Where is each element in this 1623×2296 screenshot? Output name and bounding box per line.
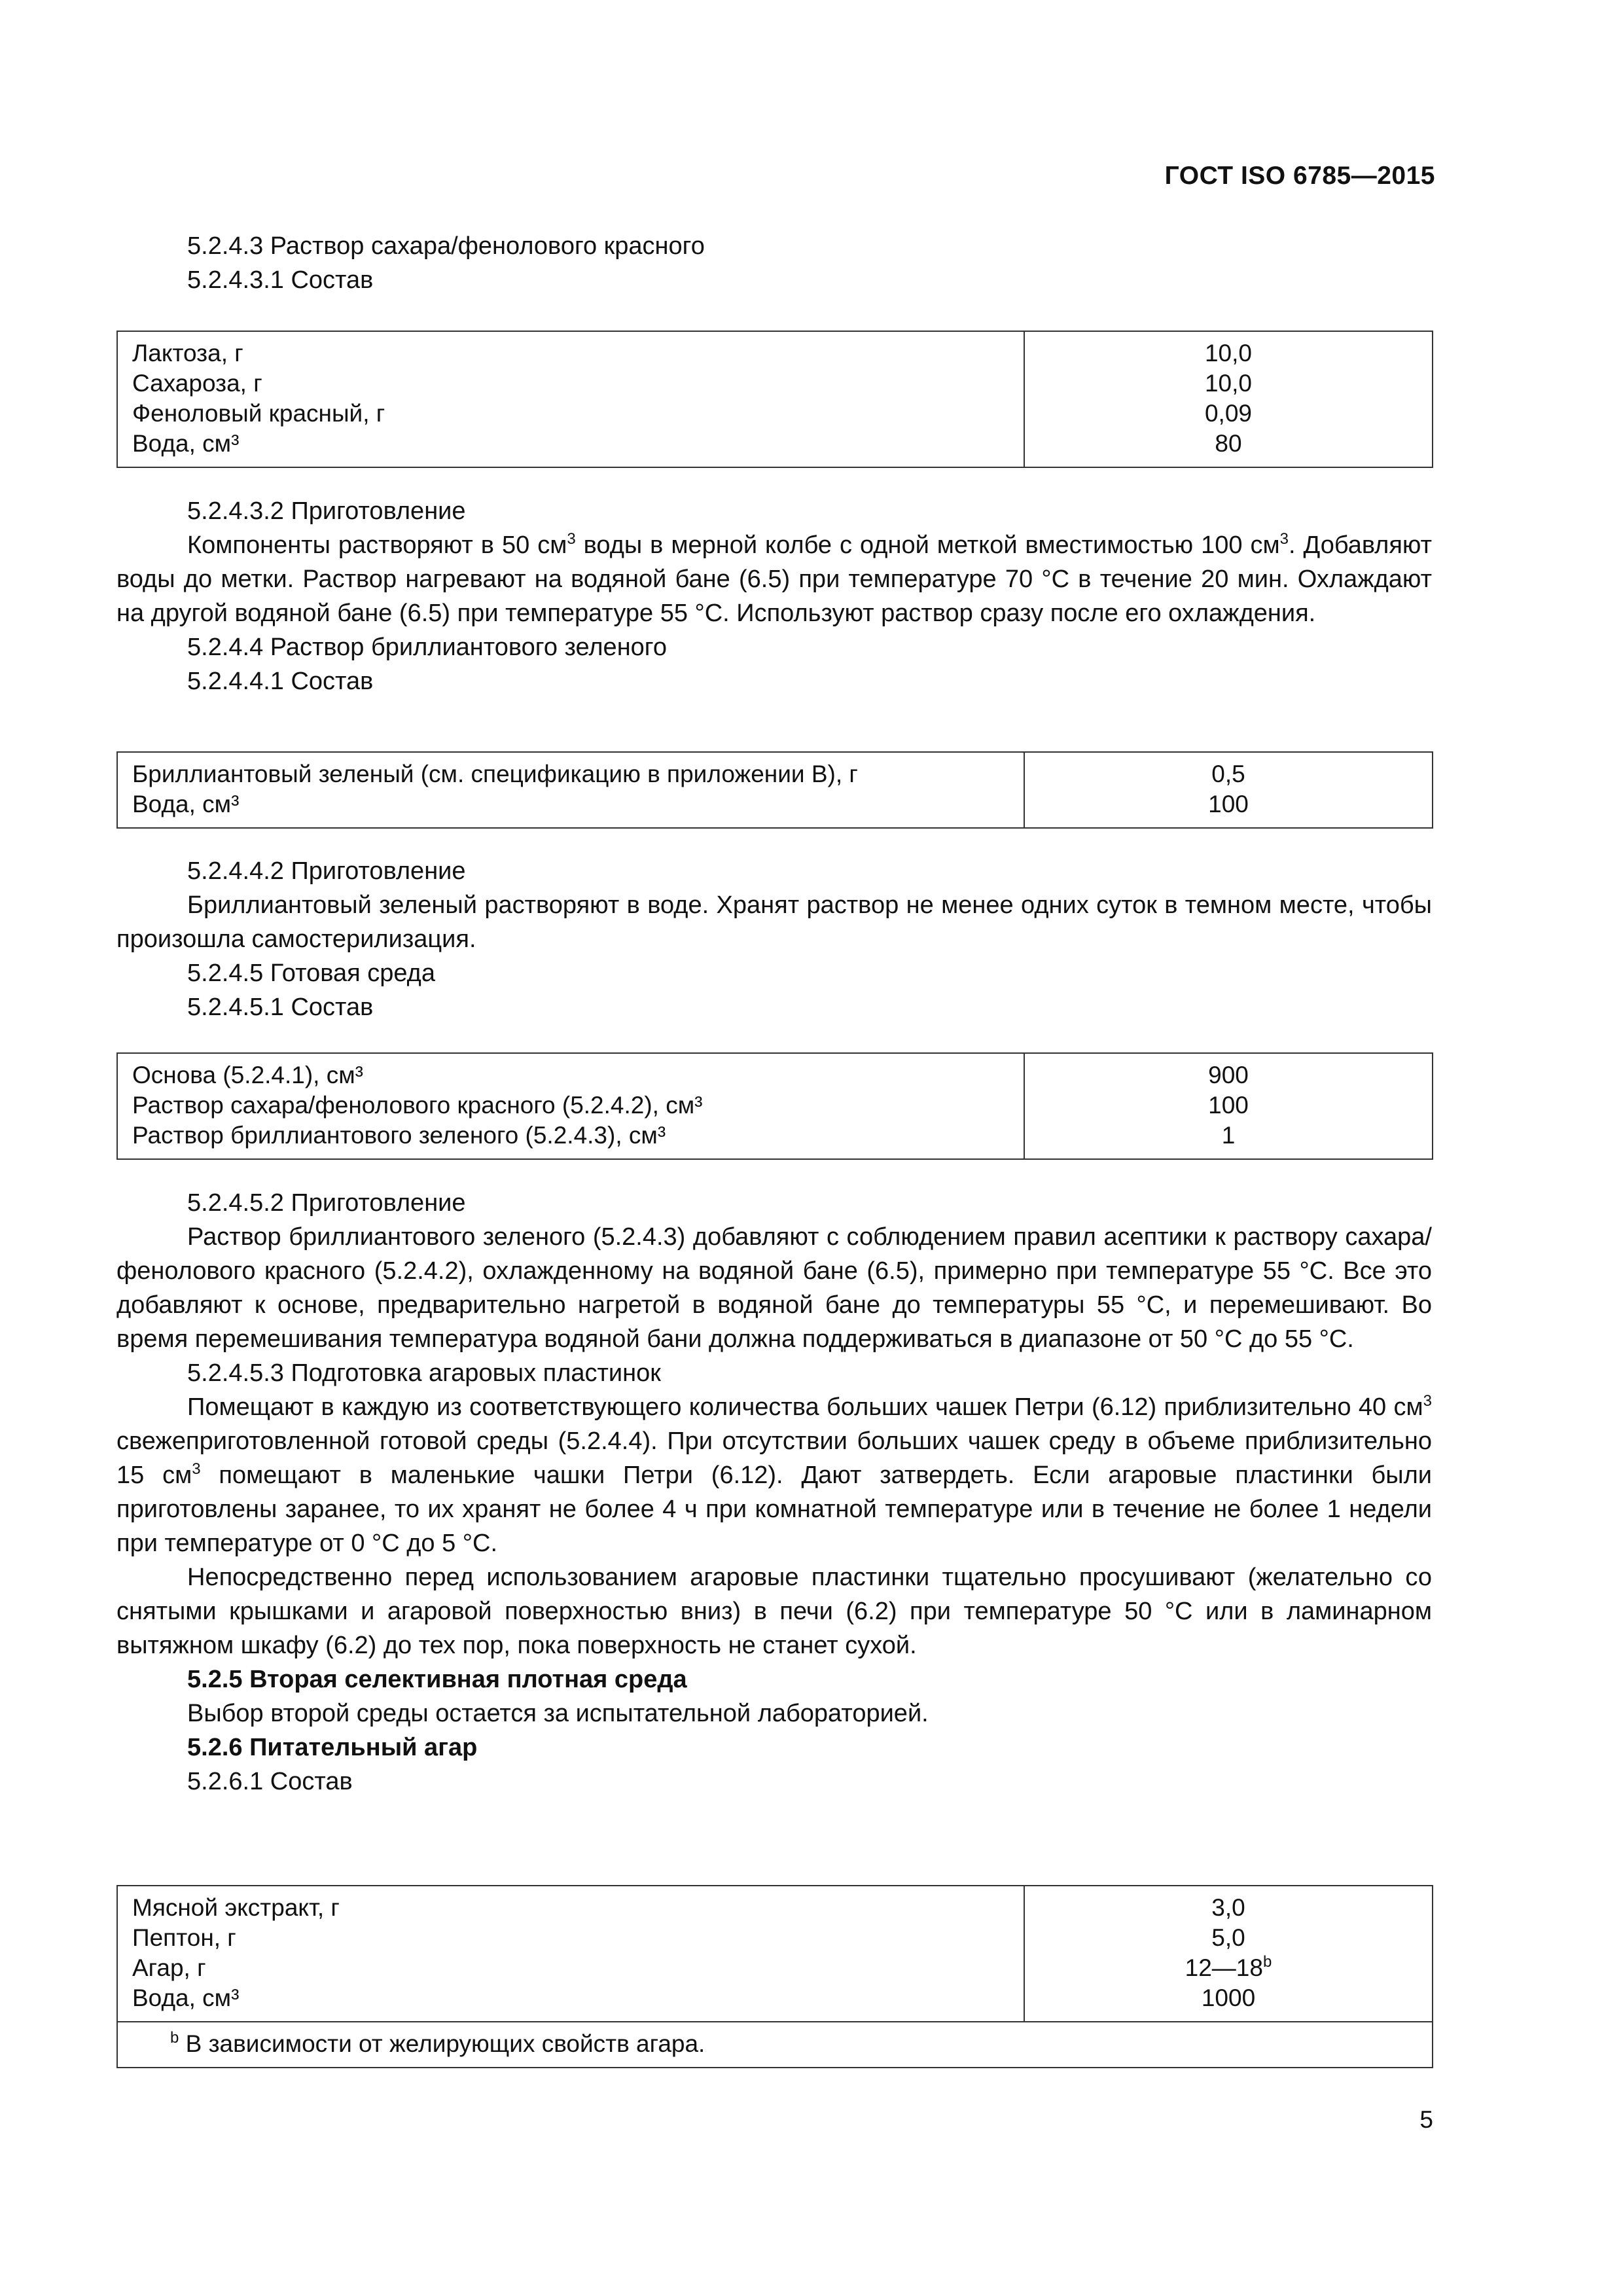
ingredient-name: Мясной экстракт, г xyxy=(132,1894,340,1921)
paragraph-preparation-1 xyxy=(116,528,1432,630)
ingredient-name: Вода, см³ xyxy=(132,791,240,817)
text-run: воды в мерной колбе с одной меткой вместимостью 100 см xyxy=(575,531,1280,559)
composition-table-sugar-phenol-red xyxy=(116,331,1433,468)
section-5-2-4-3 xyxy=(116,229,1432,297)
amount-text: 12—18 xyxy=(1185,1954,1263,1981)
text-run: помещают в маленькие чашки Петри (6.12). Дают затвердеть. Если агаровые пластинки были приготовлены заранее, то их хранят не более 4 ч при комнатной температуре или в течение не более 1 недели при температуре от 0 °С до 5 °С. xyxy=(116,1462,1432,1557)
footnote-text: В зависимости от желирующих свойств агара. xyxy=(179,2030,705,2057)
heading-5-2-4-3-1: 5.2.4.3.1 Состав xyxy=(187,266,374,294)
document-header: ГОСТ ISO 6785—2015 xyxy=(1164,162,1435,190)
ingredient-amount: 10,0 xyxy=(1204,340,1252,367)
text-run: . Добавляют воды до метки. Раствор нагревают на водяной бане (6.5) при температуре 70 °С в течение 20 мин. Охлаждают на другой водяной бане (6.5) при температуре 55 °С. Используют раствор сразу после его охлаждения. xyxy=(116,531,1433,627)
ingredient-cell xyxy=(117,331,1024,467)
amount-cell xyxy=(1024,752,1433,828)
paragraph-drying: Непосредственно перед использованием агаровые пластинки тщательно просушивают (желательно со снятыми крышками и агаровой поверхностью вниз) в печи (6.2) при температуре 50 °С или в ламинарном вытяжном шкафу (6.2) до тех пор, пока поверхность не станет сухой. xyxy=(116,1564,1432,1659)
paragraph-second-medium: Выбор второй среды остается за испытательной лабораторией. xyxy=(187,1700,929,1727)
ingredient-amount: 0,5 xyxy=(1211,761,1245,787)
footnote-mark: b xyxy=(170,2029,179,2047)
page-number: 5 xyxy=(1419,2106,1433,2133)
ingredient-name: Агар, г xyxy=(132,1954,206,1981)
ingredient-cell xyxy=(117,1886,1024,2022)
ingredient-amount: 3,0 xyxy=(1211,1894,1245,1921)
amount-cell xyxy=(1024,1886,1433,2022)
table-footnote xyxy=(117,2022,1433,2068)
ingredient-amount: 100 xyxy=(1208,1092,1249,1119)
ingredient-name: Сахароза, г xyxy=(132,370,262,397)
text-run: свежеприготовленной готовой среды (5.2.4.4). При отсутствии больших чашек среду в объеме приблизительно 15 см xyxy=(116,1427,1432,1489)
heading-5-2-4-5-2: 5.2.4.5.2 Приготовление xyxy=(187,1189,466,1217)
heading-5-2-4-3: 5.2.4.3 Раствор сахара/фенолового красного xyxy=(187,232,705,260)
ingredient-amount: 1 xyxy=(1221,1122,1236,1149)
ingredient-cell xyxy=(117,1053,1024,1159)
heading-5-2-4-3-2: 5.2.4.3.2 Приготовление xyxy=(187,497,466,525)
amount-cell xyxy=(1024,331,1433,467)
amount-cell xyxy=(1024,1053,1433,1159)
ingredient-name: Основа (5.2.4.1), см³ xyxy=(132,1062,363,1088)
ingredient-cell xyxy=(117,752,1024,828)
section-5-2-4-3-2 xyxy=(116,494,1432,698)
ingredient-amount: 5,0 xyxy=(1211,1924,1245,1951)
ingredient-amount: 1000 xyxy=(1201,1984,1256,2011)
heading-5-2-4-5-3: 5.2.4.5.3 Подготовка агаровых пластинок xyxy=(187,1359,661,1387)
ingredient-name: Пептон, г xyxy=(132,1924,236,1951)
heading-5-2-4-4-2: 5.2.4.4.2 Приготовление xyxy=(187,857,466,885)
heading-5-2-5: 5.2.5 Вторая селективная плотная среда xyxy=(187,1666,687,1693)
composition-table-nutrient-agar xyxy=(116,1885,1433,2068)
section-5-2-4-4-2 xyxy=(116,854,1432,1024)
table-footnote-row xyxy=(117,2022,1433,2068)
section-5-2-4-5-2 xyxy=(116,1186,1432,1799)
ingredient-amount: 80 xyxy=(1215,430,1242,457)
text-run: Компоненты растворяют в 50 см xyxy=(187,531,567,559)
superscript: 3 xyxy=(1279,530,1289,548)
paragraph-preparation-3: Раствор бриллиантового зеленого (5.2.4.3) добавляют с соблюдением правил асептики к раствору сахара/фенолового красного (5.2.4.2), охлажденному на водяной бане (6.5), примерно при температуре 55 °С. Все это добавляют к основе, предварительно нагретой в водяной бане до температуры 55 °С, и перемешивают. Во время перемешивания температура водяной бани должна поддерживаться в диапазоне от 50 °С до 55 °С. xyxy=(116,1223,1432,1353)
composition-table-brilliant-green xyxy=(116,751,1433,829)
ingredient-name: Бриллиантовый зеленый (см. спецификацию в приложении В), г xyxy=(132,761,858,787)
table-row xyxy=(117,1053,1433,1159)
ingredient-name: Феноловый красный, г xyxy=(132,400,385,427)
heading-5-2-4-4: 5.2.4.4 Раствор бриллиантового зеленого xyxy=(187,634,667,661)
table-row xyxy=(117,1886,1433,2022)
ingredient-name: Раствор сахара/фенолового красного (5.2.4.2), см³ xyxy=(132,1092,703,1119)
ingredient-amount xyxy=(1039,1953,1418,1983)
table-row xyxy=(117,331,1433,467)
superscript: 3 xyxy=(567,530,576,548)
ingredient-name: Раствор бриллиантового зеленого (5.2.4.3), см³ xyxy=(132,1122,666,1149)
paragraph-plates xyxy=(116,1390,1432,1560)
ingredient-amount: 10,0 xyxy=(1204,370,1252,397)
table-row xyxy=(117,752,1433,828)
ingredient-amount: 100 xyxy=(1208,791,1249,817)
ingredient-name: Лактоза, г xyxy=(132,340,243,367)
ingredient-amount: 0,09 xyxy=(1204,400,1252,427)
footnote-ref: b xyxy=(1262,1953,1272,1971)
ingredient-name: Вода, см³ xyxy=(132,430,240,457)
heading-5-2-4-5: 5.2.4.5 Готовая среда xyxy=(187,960,435,987)
heading-5-2-4-4-1: 5.2.4.4.1 Состав xyxy=(187,668,374,695)
ingredient-name: Вода, см³ xyxy=(132,1984,240,2011)
composition-table-complete-medium xyxy=(116,1052,1433,1160)
paragraph-preparation-2: Бриллиантовый зеленый растворяют в воде. Хранят раствор не менее одних суток в темном месте, чтобы произошла самостерилизация. xyxy=(116,891,1432,953)
superscript: 3 xyxy=(1423,1392,1432,1410)
text-run: Помещают в каждую из соответствующего количества больших чашек Петри (6.12) приблизительно 40 см xyxy=(187,1393,1423,1421)
heading-5-2-4-5-1: 5.2.4.5.1 Состав xyxy=(187,994,374,1021)
heading-5-2-6: 5.2.6 Питательный агар xyxy=(187,1734,478,1761)
superscript: 3 xyxy=(192,1460,201,1478)
heading-5-2-6-1: 5.2.6.1 Состав xyxy=(187,1768,353,1795)
ingredient-amount: 900 xyxy=(1208,1062,1249,1088)
